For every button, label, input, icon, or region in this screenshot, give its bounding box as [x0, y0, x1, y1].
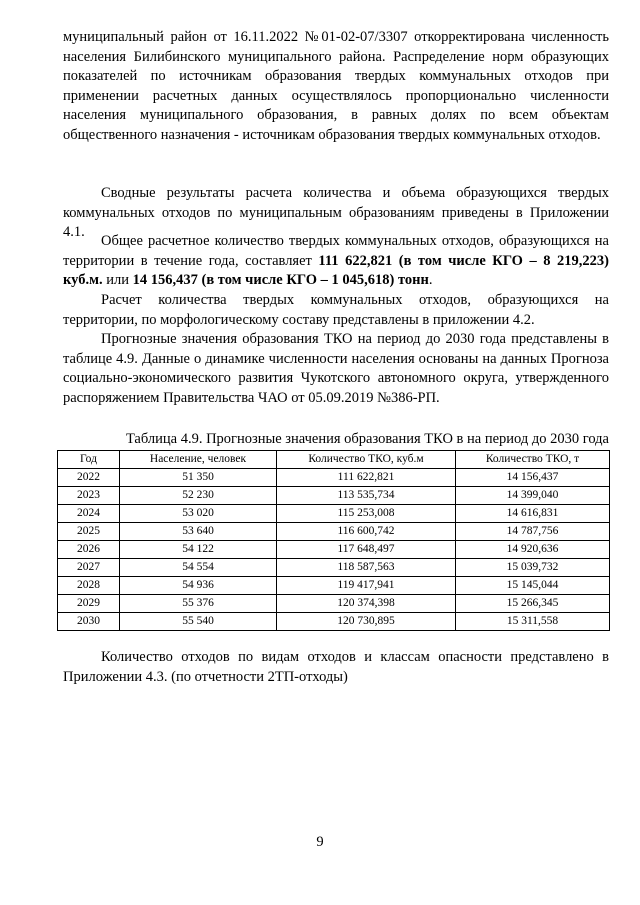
cell-year: 2023: [58, 487, 120, 505]
cell-volume: 120 730,895: [277, 613, 456, 631]
table-row: [58, 487, 610, 505]
cell-population: 51 350: [120, 469, 277, 487]
cell-year: 2024: [58, 505, 120, 523]
header-population: Население, человек: [120, 451, 277, 469]
header-volume: Количество ТКО, куб.м: [277, 451, 456, 469]
paragraph-hazard-classes: [63, 648, 609, 687]
cell-population: 55 376: [120, 595, 277, 613]
cell-year: 2025: [58, 523, 120, 541]
cell-year: 2029: [58, 595, 120, 613]
table-row: [58, 595, 610, 613]
cell-population: 54 122: [120, 541, 277, 559]
cell-mass: 14 920,636: [456, 541, 610, 559]
header-mass: Количество ТКО, т: [456, 451, 610, 469]
cell-population: 53 020: [120, 505, 277, 523]
table-row: [58, 523, 610, 541]
cell-volume: 119 417,941: [277, 577, 456, 595]
forecast-table: [57, 450, 610, 631]
cell-year: 2030: [58, 613, 120, 631]
paragraph-text: .: [428, 272, 433, 288]
cell-population: 52 230: [120, 487, 277, 505]
cell-mass: 15 266,345: [456, 595, 610, 613]
paragraph-text: Расчет количества твердых коммунальных отходов, образующихся на территории, по морфологическому составу представлены в приложении 4.2.: [63, 292, 609, 328]
table-row: [58, 541, 610, 559]
cell-year: 2022: [58, 469, 120, 487]
cell-volume: 115 253,008: [277, 505, 456, 523]
table-row: [58, 577, 610, 595]
total-volume-value: 111 622,821 (в том числе КГО – 8 219,223) куб.м.: [63, 252, 609, 288]
cell-mass: 15 145,044: [456, 577, 610, 595]
cell-population: 53 640: [120, 523, 277, 541]
cell-volume: 118 587,563: [277, 559, 456, 577]
table-header-row: [58, 451, 610, 469]
paragraph-text: Прогнозные значения образования ТКО на период до 2030 года представлены в таблице 4.9. Данные о динамике численности населения основаны на данных Прогноза социально-экономического развития Чукотского автономного округа, утвержденного распоряжением Правительства ЧАО от 05.09.2019 №386-РП.: [63, 331, 609, 406]
cell-population: 55 540: [120, 613, 277, 631]
header-year: Год: [58, 451, 120, 469]
paragraph-text: муниципальный район от 16.11.2022 №01-02-07/3307 откорректирована численность населения Билибинского муниципального района. Распределение норм образующих показателей по источникам образования твердых коммунальных отходов при применении расчетных данных осуществлялось пропорционально численности населения муниципального образования, в равных долях по всем объектам общественного назначения - источникам образования твердых коммунальных отходов.: [63, 29, 609, 143]
cell-year: 2027: [58, 559, 120, 577]
table-row: [58, 505, 610, 523]
cell-population: 54 936: [120, 577, 277, 595]
total-mass-value: 14 156,437 (в том числе КГО – 1 045,618) тонн: [132, 272, 429, 288]
cell-mass: 15 311,558: [456, 613, 610, 631]
cell-mass: 14 156,437: [456, 469, 610, 487]
table-row: [58, 559, 610, 577]
cell-population: 54 554: [120, 559, 277, 577]
cell-year: 2026: [58, 541, 120, 559]
paragraph-population: [63, 28, 609, 145]
cell-volume: 113 535,734: [277, 487, 456, 505]
table-row: [58, 613, 610, 631]
cell-volume: 111 622,821: [277, 469, 456, 487]
cell-mass: 14 787,756: [456, 523, 610, 541]
paragraph-text: или: [102, 272, 133, 288]
paragraph-text: Количество отходов по видам отходов и классам опасности представлено в Приложении 4.3. (по отчетности 2ТП-отходы): [63, 649, 609, 685]
paragraph-total-amount: [63, 232, 609, 291]
cell-year: 2028: [58, 577, 120, 595]
paragraph-forecast: [63, 330, 609, 408]
cell-mass: 14 616,831: [456, 505, 610, 523]
page-number: 9: [316, 834, 324, 850]
table-row: [58, 469, 610, 487]
paragraph-text: Общее расчетное количество твердых коммунальных отходов, образующихся на территории в течение года, составляет: [63, 233, 609, 269]
table-caption: Таблица 4.9. Прогнозные значения образования ТКО в на период до 2030 года: [125, 431, 609, 447]
cell-mass: 14 399,040: [456, 487, 610, 505]
paragraph-text: Сводные результаты расчета количества и объема образующихся твердых коммунальных отходов по муниципальным образованиям приведены в Приложении 4.1.: [63, 185, 609, 240]
paragraph-morphology: [63, 291, 609, 330]
cell-mass: 15 039,732: [456, 559, 610, 577]
cell-volume: 116 600,742: [277, 523, 456, 541]
cell-volume: 117 648,497: [277, 541, 456, 559]
cell-volume: 120 374,398: [277, 595, 456, 613]
